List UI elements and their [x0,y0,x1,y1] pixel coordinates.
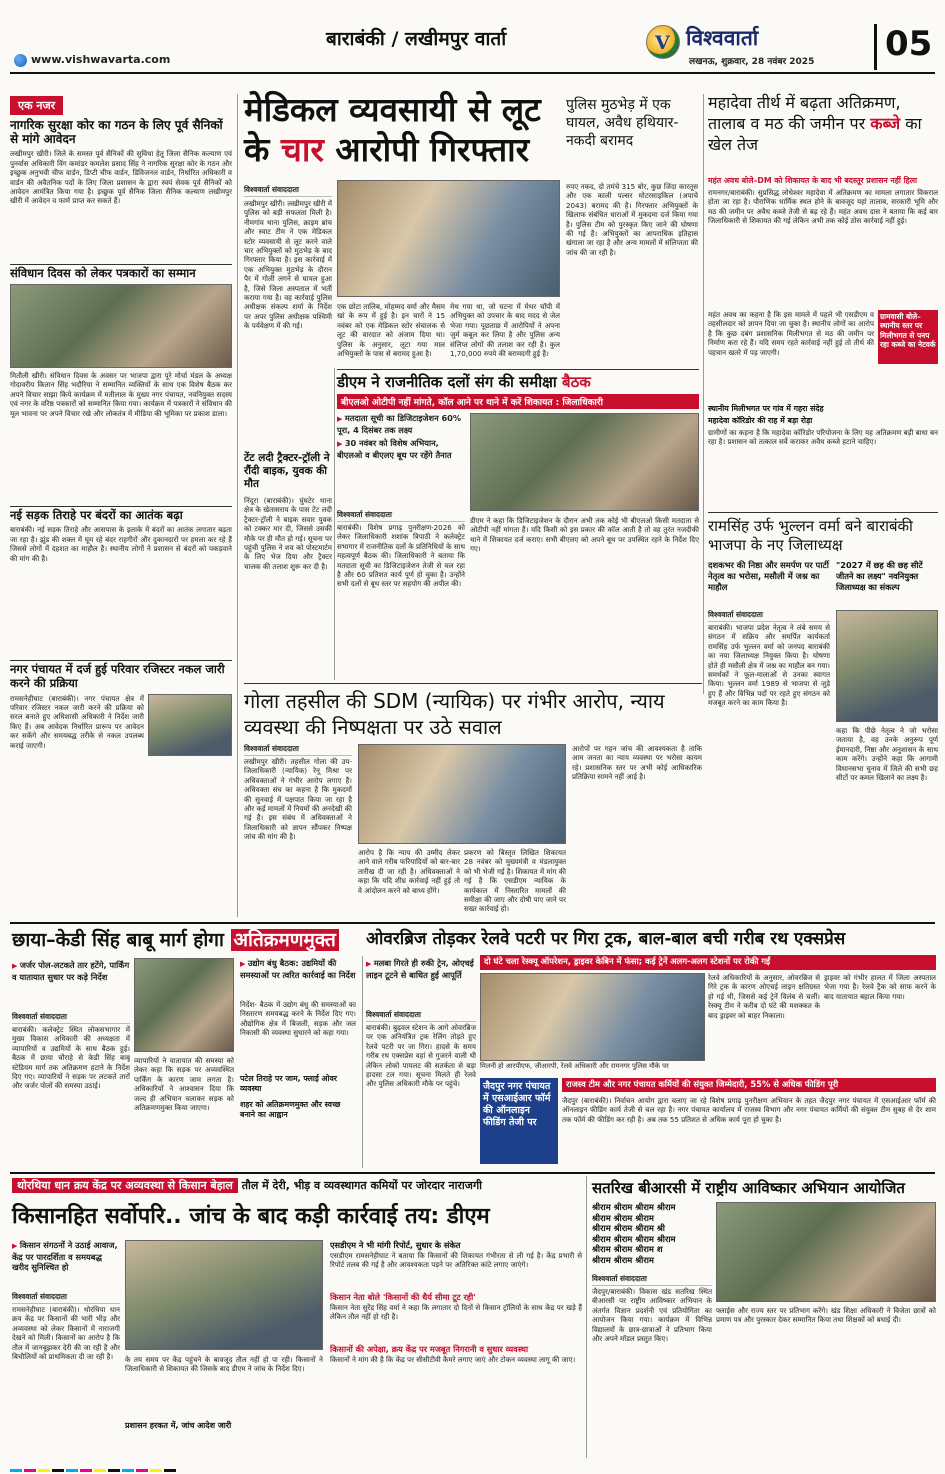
col-divider-2 [703,94,704,694]
mahadeva-subhead: महंत अवध बोले–DM को शिकायत के बाद भी बदस्तूर प्रशासन नहीं हिला [708,176,918,185]
lead-body: लखीमपुर खीरी। लखीमपुर खीरी में पुलिस को बड़ी सफलता मिली है। नीमगांव थाना पुलिस, क्राइम ब्रांच और स्वाट टीम ने एक मेडिकल स्टोर व्यवसायी से लूट करने वाले चार अभियुक्तों को मुठभेड़ के बाद गिरफ्तार किया है। इस कार्रवाई में एक अभियुक्त मुठभेड़ के दौरान पैर में गोली लगने से घायल हुआ है, जिसे जिला अस्पताल में भर्ती कराया गया है। वह कार्रवाई पुलिस अधीक्षक संकल्प शर्मा के निर्देश पर अपर पुलिस अधीक्षक पश्चिमी के पर्यवेक्षण में की गई। [244,199,332,331]
gola-byline: विश्ववार्ता संवाददाता [244,744,352,756]
gola-headline: गोला तहसील की SDM (न्यायिक) पर गंभीर आरोप, न्याय व्यवस्था की निष्पक्षता पर उठे सवाल [244,689,665,739]
mahadeva-headline-pre: महादेवा तीर्थ में बढ़ता अतिक्रमण, तालाब व मठ की जमीन पर [708,93,901,133]
satrikh-body: जैदपुर/बाराबंकी। विकास खंड सतरिख स्थित बीआरसी पर राष्ट्रीय आविष्कार अभियान के अंतर्गत विज्ञान प्रदर्शनी एवं प्रतियोगिता का आयोजन किया गया। कार्यक्रम में विभिन्न विद्यालयों के छात्र-छात्राओं ने प्रतिभाग किया और अपने मॉडल प्रस्तुत किए। [592,1287,712,1344]
paddy-body-2: के तय समय पर केंद्र पहुंचने के बावजूद तौल नहीं हो पा रही। किसानों ने जिलाधिकारी से शिकायत की जिसके बाद डीएम ने जांच के निर्देश दिए। [125,1355,323,1374]
col-divider-1 [237,94,238,917]
civil-defence-headline: नागरिक सुरक्षा कोर का गठन के लिए पूर्व सैनिकों से मांगे आवेदन [10,118,223,147]
paddy-bullets [12,1240,120,1276]
chhaya-body-2: व्यापारियों ने यातायात की समस्या को लेकर कहा कि सड़क पर अव्यवस्थित पार्किंग के कारण जाम लगता है। अधिकारियों ने आश्वासन दिया कि जल्द ही अभियान चलाकर सड़क को अतिक्रमणमुक्त किया जाएगा। [134,1056,234,1113]
lead-headline-post: आरोपी गिरफ्तार [335,130,530,169]
bjp-rule [708,512,938,513]
globe-icon [14,54,27,67]
tractor-accident-headline: टेंट लदी ट्रैक्टर-ट्रॉली ने रौंदी बाइक, युवक की मौत [244,452,330,490]
chhaya-headline-accent: अतिक्रमणमुक्त [231,929,339,951]
overbridge-redbar: दो घंटे चला रेस्क्यू ऑपरेशन, ड्राइवर केबिन में फंसा; कई ट्रेनें अलग-अलग स्टेशनों पर रोकी गईं [480,955,936,970]
paddy-redbar: थोरथिया धान क्रय केंद्र पर अव्यवस्था से किसान बेहाल [12,1178,238,1193]
chhaya-sub-1: पटेल तिराहे पर जाम, फ्लाई ओवर व्यवस्था [240,1074,337,1093]
lead-headline-accent: चार [280,130,324,169]
paddy-tail: तौल में देरी, भीड़ व व्यवस्थागत कमियों पर जोरदार नाराजगी [241,1179,482,1192]
col-divider-4 [586,1176,587,1458]
paddy-box2-body: किसान नेता सुरेंद्र सिंह वर्मा ने कहा कि लगातार दो दिनों से किसान ट्रॉलियों के साथ केंद्र पर खड़े हैं लेकिन तौल नहीं हो रही है। [330,1303,582,1322]
family-register-photo [148,694,232,756]
mahadeva-headline [708,92,938,155]
chhaya-bullets-2 [240,958,356,983]
bjp-subhead: दशकभर की निष्ठा और समर्पण पर पार्टी नेतृत्व का भरोसा, मसौली में जश्न का माहौल [708,560,829,592]
overbridge-train-photo [480,973,705,1061]
tractor-accident-body: निंदूरा (बाराबंकी)। घुंघटेर थाना क्षेत्र के खेतासराय के पास टेंट लदी ट्रैक्टर-ट्रॉली ने बाइक सवार युवक को टक्कर मार दी, जिससे उसकी मौके पर ही मौत हो गई। सूचना पर पहुंची पुलिस ने शव को पोस्टमार्टम के लिए भेज दिया और ट्रैक्टर चालक की तलाश शुरू कर दी है। [244,496,332,571]
bjp-body-2: कहा कि पीछे नेतृत्व ने जो भरोसा जताया है, वह उनके अनुरूप पूर्ण ईमानदारी, निष्ठा और अनुशासन के साथ काम करेंगे। उन्होंने कहा कि आगामी विधानसभा चुनाव में जिले की सभी छह सीटों पर कमल खिलाने का लक्ष्य है। [836,726,938,783]
chhaya-byline: विश्ववार्ता संवाददाता [12,1012,130,1024]
dm-meeting-bullet: ▶ मतदाता सूची का डिजिटाइजेशन 60% पूरा, 4 दिसंबर तक लक्ष्य [337,413,465,435]
satrikh-body-2: फ्लाईस और राज्य स्तर पर प्रतिभाग करेंगे। खंड शिक्षा अधिकारी ने विजेता छात्रों को प्रमाण पत्र और पुरस्कार देकर सम्मानित किया तथा शिक्षकों को बधाई दी। [716,1306,936,1325]
shriram-line: श्रीराम श्रीराम श्रीराम [592,1212,654,1223]
dm-meeting-headline [337,374,702,392]
chhaya-bullet: ▶ उद्योग बंधु बैठक: उद्यमियों की समस्याओं पर त्वरित कार्रवाई का निर्देश [240,958,356,980]
page-number-box [874,24,932,70]
constitution-day-body: मितौली खीरी। संविधान दिवस के अवसर पर भाजपा द्वारा पूरे मोर्चा मंडल के अध्यक्ष गोदावरीय कितान सिंह भदौरिया ने सम्मानित व्यक्तियों के साथ एक विशेष बैठक कर अपने विचार साझा किये कार्यक्रम में मतीलाल के मुख्य नगर पंचायत, नवनियुक्त सदस्य एवं नगर के वरिष्ठ पत्रकारों को सम्मानित किया गया। कार्यक्रम में पत्रकारों ने संविधान की मूल भावना पर अपने विचार रखे और लोकतंत्र में मीडिया की भूमिका पर प्रकाश डाला। [10,370,232,418]
bottom-band-rule [10,1172,935,1174]
lead-arrest-photo [337,180,560,297]
mahadeva-sub-2: स्थानीय मिलीभगत पर गांव में गहरा संदेह [708,404,824,413]
ek-nazar-tag: एक नजर [10,96,63,115]
mahadeva-body: रामनगर/बाराबंकी। सुप्रसिद्ध लोधेश्वर महादेवा में अतिक्रमण का मामला लगातार विकराल होता जा रहा है। पौराणिक धार्मिक स्थल होने के बावजूद यहां तालाब, सरकारी भूमि और मठ की जमीन पर अवैध कब्जे तेजी से बढ़ रहे हैं। महंत अवध दास ने बताया कि कई बार जिलाधिकारी से शिकायत की गई लेकिन अभी तक कोई ठोस कार्रवाई नहीं हुई। [708,188,938,226]
jaidpur-redbar: राजस्व टीम और नगर पंचायत कर्मियों की संयुक्त जिम्मेदारी, 55% से अधिक फीडिंग पूरी [562,1078,936,1092]
shriram-line: श्रीराम श्रीराम श्रीराम [592,1254,654,1265]
masthead [0,0,945,76]
bjp-headline: रामसिंह उर्फ भुल्लन वर्मा बने बाराबंकी भाजपा के नए जिलाध्यक्ष [708,517,913,554]
shriram-line: श्रीराम श्रीराम श्रीराम श्रीराम [592,1202,676,1212]
overbridge-bullets [366,958,476,983]
dm-meeting-body: बाराबंकी। विशेष प्रगाढ़ पुनरीक्षण-2026 को लेकर जिलाधिकारी शशांक त्रिपाठी ने कलेक्ट्रेट सभागार में राजनीतिक दलों के प्रतिनिधियों के साथ महत्वपूर्ण बैठक की। जिलाधिकारी ने बताया कि मतदाता सूची का डिजिटाइजेशन तेजी से चल रहा है और 60 प्रतिशत कार्य पूर्ण हो चुका है। उन्होंने सभी दलों से बूथ स्तर पर सहयोग की अपील की। [337,523,465,589]
middle-band-rule [10,922,935,924]
dateline: लखनऊ, शुक्रवार, 28 नवंबर 2025 [689,57,815,67]
shriram-line: श्रीराम श्रीराम श्रीराम श्रीराम [592,1233,676,1244]
overbridge-headline: ओवरब्रिज तोड़कर रेलवे पटरी पर गिरा ट्रक, बाल-बाल बची गरीब रथ एक्सप्रेस [366,929,846,949]
satrikh-byline: विश्ववार्ता संवाददाता [592,1274,712,1286]
paddy-side-boxes [330,1240,582,1455]
website-link[interactable]: www.vishwavarta.com [31,53,171,66]
satrikh-headline: सतरिख बीआरसी में राष्ट्रीय आविष्कार अभियान आयोजित [592,1179,905,1197]
dm-meeting-bullet: ▶ 30 नवंबर को विशेष अभियान, बीएलओ व बीएलए बूथ पर रहेंगे तैनात [337,438,465,460]
chhaya-body-3: निर्देश- बैठक में उद्योग बंधु की समस्याओं का निस्तारण समयबद्ध करने के निर्देश दिए गए। औद्योगिक क्षेत्र में बिजली, सड़क और जल निकासी की व्यवस्था सुधारने को कहा गया। [240,1000,356,1038]
paddy-box-title: एसडीएम ने भी मांगी रिपोर्ट, सुधार के संकेत [330,1240,461,1250]
lead-body-3: मेथ गया था, जो घटना में मेथर चॉपी में अभियुक्त को उपचार के बाद मदद से जेल भेजा गया। पूछताछ में आरोपियों ने अपना जुर्म कबूल कर लिया है और पुलिस अन्य संलिप्त लोगों की तलाश कर रही है। कुल 1,70,000 रुपये की बरामदगी हुई है। [450,302,560,359]
gola-body-2: आरोप है कि न्याय की उम्मीद लेकर आने वाले गरीब फरियादियों को बार-बार तारीख दी जा रही है। अधिवक्ताओं ने कहा कि यदि शीघ्र कार्रवाई नहीं हुई तो वे आंदोलन करने को बाध्य होंगे। [358,848,460,895]
bjp-quote: "2027 में छह की छह सीटें जीतने का लक्ष्य" नवनियुक्त जिलाध्यक्ष का संकल्प [836,560,923,592]
shriram-line: श्रीराम श्रीराम श्रीराम श्री [592,1223,665,1234]
police-encounter-headline: पुलिस मुठभेड़ में एक घायल, अवैध हथियार-नकदी बरामद [566,97,679,149]
overbridge-body-2: रेलवे अधिकारियों के अनुसार, ओवरब्रिज से गिरे ट्रक के कारण ओएचई लाइन क्षतिग्रस्त हो गई थी, जिससे कई ट्रेनें विलंब से चलीं। रेस्क्यू टीम ने करीब दो घंटे की मशक्कत के बाद ड्राइवर को बाहर निकाला। [708,973,820,1020]
paddy-bullet: ▶ किसान संगठनों ने उठाई आवाज, केंद्र पर पारदर्शिता व समयबद्ध खरीद सुनिश्चित हो [12,1240,120,1273]
gola-body-3: प्रकरण को बिस्तृत लिखित शिकायत 28 नवंबर को मुख्यमंत्री व मंडलायुक्त को भी भेजी गई है। शिकायत में मांग की गई है कि एसडीएम न्यायिक के कार्यकाल में निस्तारित मामलों की समीक्षा की जाए और दोषी पाए जाने पर सख्त कार्रवाई हो। [464,848,566,914]
lead-body-2: एक छोटा तालिब, मोहम्मद वर्मा और मैसम खां के रूप में हुई है। इन चारों ने 15 नवंबर को एक मेडिकल स्टोर संचालक से लूट की वारदात को अंजाम दिया था। पुलिस के अनुसार, लूटा गया माल अभियुक्तों के पास से बरामद हुआ है। [337,302,445,359]
dm-meeting-redbar: बीएलओ ओटीपी नहीं मांगते, कॉल आने पर थाने में करें शिकायत : जिलाधिकारी [337,394,699,409]
monkey-menace-headline: नई सड़क तिराहे पर बंदरों का आतंक बढ़ा [10,506,232,523]
overbridge-byline: विश्ववार्ता संवाददाता [366,1010,476,1022]
overbridge-body-3: ड्राइवर को गंभीर हालत में जिला अस्पताल भेजा गया है। रेलवे ट्रैक को साफ करने के बाद यातायात बहाल किया गया। [824,973,936,1001]
lead-headline-pre: मेडिकल व्यवसायी से लूट के [244,90,541,169]
left-column [10,94,232,917]
bjp-byline: विश्ववार्ता संवाददाता [708,610,830,622]
bjp-body: बाराबंकी। भाजपा प्रदेश नेतृत्व ने लंबे समय से संगठन में सक्रिय और समर्पित कार्यकर्ता रामसिंह उर्फ भुल्लन वर्मा को जनपद बाराबंकी का नया जिलाध्यक्ष नियुक्त किया है। घोषणा होते ही मसौली क्षेत्र में जश्न का माहौल बन गया। समर्थकों ने फूल-मालाओं से उनका स्वागत किया। भुल्लन वर्मा 1989 से भाजपा से जुड़े हुए हैं और विभिन्न पदों पर रहते हुए संगठन को मजबूत करने का काम किया है। [708,623,830,708]
section-title: बाराबंकी / लखीमपुर वार्ता [326,28,507,50]
gola-body-4: आरोपों पर गहन जांच की आवश्यकता है ताकि आम जनता का न्याय व्यवस्था पर भरोसा कायम रहे। प्रशासनिक स्तर पर अभी कोई आधिकारिक प्रतिक्रिया सामने नहीं आई है। [572,744,702,782]
chhaya-bullets [12,960,130,985]
paddy-box2-title: किसान नेता बोले 'किसानों की धैर्य सीमा टूट रही' [330,1292,476,1302]
paddy-centre-photo [125,1240,323,1350]
mahadeva-headline-post: का खेल तेज [708,114,922,154]
mahadeva-body-2: महंत अवध का कहना है कि इस मामले में पहले भी एसडीएम व तहसीलदार को ज्ञापन दिया जा चुका है। स्थानीय लोगों का आरोप है कि कुछ दबंग प्रशासनिक मिलीभगत से मठ की जमीन पर निर्माण करा रहे हैं। यदि समय रहते कार्रवाई नहीं हुई तो तीर्थ की पहचान खतरे में पड़ जाएगी। [708,310,874,357]
dm-meeting-photo [470,413,699,511]
civil-defence-body: लखीमपुर खीरी। जिले के समस्त पूर्व सैनिकों की सुविधा हेतु जिला सैनिक कल्याण एवं पुनर्वास अधिकारी विंग कमांडर कमलेश प्रसाद सिंह ने नागरिक सुरक्षा कोर के गठन और इच्छुक अनुभवी चीफ वार्डन, डिप्टी चीफ वार्डन, डिविजनल वार्डन, निर्धारित अधिकारी व वार्डन की अवैतनिक पदों के लिए जिला प्रशासन के द्वारा स्वयं सेवक पूर्व सैनिकों को आवेदन आमंत्रित किया गया है। इच्छुक पूर्व सैनिक जिला सैनिक कल्याण लखीमपुर खीरी में आवेदन व फार्म प्राप्त कर सकते हैं। [10,149,232,206]
satrikh-students-photo [716,1202,936,1302]
brand-logo: V [646,25,680,59]
dm-meeting-bullets [337,413,465,463]
chhaya-body: बाराबंकी। कलेक्ट्रेट स्थित लोकसभागार में मुख्य विकास अधिकारी की अध्यक्षता में व्यापारियों व उद्यमियों के साथ बैठक हुई। बैठक में छाया चौराहे से केडी सिंह बाबू स्टेडियम मार्ग तक अतिक्रमण हटाने के निर्देश दिए गए। व्यापारियों ने सड़क पर लटकते तारों और जर्जर पोलों की समस्या उठाई। [12,1025,130,1091]
lead-headline [244,90,559,170]
paddy-box3-title: किसानों की अपेक्षा, क्रय केंद्र पर मजबूत निगरानी व सुधार व्यवस्था [330,1344,529,1354]
lead-byline: विश्ववार्ता संवाददाता [244,185,332,197]
chhaya-sub-2: शहर को अतिक्रमणमुक्त और स्वच्छ बनाने का आह्वान [240,1100,341,1119]
mahadeva-body-3: ग्रामीणों का कहना है कि महादेवा कॉरिडोर परियोजना के लिए यह अतिक्रमण बड़ी बाधा बन रहा है। प्रशासन को तत्काल सर्वे कराकर अवैध कब्जे हटाने चाहिए। [708,428,938,447]
masthead-rule [10,72,935,74]
police-encounter-body: रुपए नकद, दो तमंचे 315 बोर, कुछ जिंदा कारतूस और एक काली पल्सर मोटरसाइकिल (अपाचे 2043) बरामद की है। गिरफ्तार अभियुक्तों के खिलाफ संबंधित धाराओं में मुकदमा दर्ज किया गया है। पुलिस टीम को पुरस्कृत किए जाने की घोषणा की गई है। अभियुक्तों का आपराधिक इतिहास खंगाला जा रहा है और अन्य मामलों में संलिप्तता की जांच की जा रही है। [566,182,698,257]
paddy-byline: विश्ववार्ता संवाददाता [12,1292,120,1304]
constitution-day-photo [10,284,232,368]
dm-meeting-headline-accent: बैठक [562,373,591,391]
chhaya-headline-pre: छाया–केडी सिंह बाबू मार्ग होगा [12,929,224,951]
jaidpur-body: जैदपुर (बाराबंकी)। निर्वाचन आयोग द्वारा चलाए जा रहे विशेष प्रगाढ़ पुनरीक्षण अभियान के तहत जैदपुर नगर पंचायत में एसआईआर फॉर्म की ऑनलाइन फीडिंग कार्य तेजी से चल रहा है। नगर पंचायत कार्यालय में राजस्व विभाग और नगर पंचायत कर्मियों की संयुक्त टीम सुबह से देर शाम तक फॉर्म की फीडिंग कर रही है। अब तक 55 प्रतिशत से अधिक कार्य पूरा हो चुका है। [562,1096,936,1124]
overbridge-caption: मिलनी हो आरपीएफ, जीआरपी, रेलवे अधिकारी और रामनगर पुलिस मौके पर [480,1062,669,1070]
brand-name: विश्ववार्ता [686,26,759,50]
dm-rule [337,369,699,370]
gola-body: लखीमपुर खीरी। तहसील गोला की उप-जिलाधिकारी (न्यायिक) रेनू मिश्रा पर अधिवक्ताओं ने गंभीर आरोप लगाए हैं। अधिवक्ता संघ का कहना है कि मुकदमों की सुनवाई में पक्षपात किया जा रहा है और कई मामलों में नियमों की अनदेखी की गई है। इस संबंध में अधिवक्ताओं ने जिलाधिकारी को ज्ञापन सौंपकर निष्पक्ष जांच की मांग की है। [244,757,352,842]
chhaya-meeting-photo [134,958,234,1052]
constitution-day-headline: संविधान दिवस को लेकर पत्रकारों का सम्मान [10,264,232,281]
print-register-marks [10,1462,935,1472]
col-divider-lead [334,368,335,680]
paddy-box3-body: किसानों ने मांग की है कि केंद्र पर सीसीटीवी कैमरे लगाए जाएं और टोकन व्यवस्था लागू की जाए। [330,1355,576,1364]
paddy-box-body: एसडीएम रामसनेहीघाट ने बताया कि किसानों की शिकायत गंभीरता से ली गई है। केंद्र प्रभारी से रिपोर्ट तलब की गई है और आवश्यकता पड़ने पर अतिरिक्त कांटे लगाए जाएंगे। [330,1251,582,1270]
dm-meeting-headline-pre: डीएम ने राजनीतिक दलों संग की समीक्षा [337,373,557,391]
jaidpur-box: जैदपुर नगर पंचायत में एसआईआर फॉर्म की ऑनलाइन फीडिंग तेजी पर [480,1078,558,1164]
overbridge-bullet: ▶ मलबा गिरते ही रुकी ट्रेन, ओएचई लाइन टूटने से बाधित हुई आपूर्ति [366,958,476,980]
mahadeva-headline-accent: कब्जे [870,114,901,133]
mahadeva-quote-box: ग्रामवासी बोले– स्थानीय स्तर पर मिलीभगत से पनप रहा कब्जे का नेटवर्क [878,310,938,364]
dm-meeting-byline: विश्ववार्ता संवाददाता [337,510,465,522]
family-register-body: रामसनेहीघाट (बाराबंकी)। नगर पंचायत क्षेत्र में परिवार रजिस्टर नकल जारी करने की प्रक्रिया को सरल बनाते हुए अधिशासी अधिकारी ने निर्देश जारी किए हैं। अब आवेदक निर्धारित प्रारूप पर आवेदन कर सकेंगे और समयबद्ध तरीके से नकल उपलब्ध कराई जाएगी। [10,693,144,750]
family-register-headline: नगर पंचायत में दर्ज हुई परिवार रजिस्टर नकल जारी करने की प्रक्रिया [10,660,232,690]
page-number: 05 [885,24,933,64]
col-divider-3 [362,956,363,1168]
dm-meeting-body-2: डीएम ने कहा कि डिजिटाइजेशन के दौरान अभी तक कोई भी बीएलओ किसी मतदाता से ओटीपी नहीं मांगता है। यदि किसी को इस प्रकार की कॉल आती है तो वह तुरंत नजदीकी थाने में शिकायत दर्ज कराए। सभी बीएलए को अपने बूथ पर उपस्थित रहने के निर्देश दिए गए। [470,516,699,554]
bjp-president-photo [836,610,938,722]
lead-col-1 [244,185,332,448]
gola-tehsil-photo [358,744,566,844]
paddy-banner [12,1178,582,1196]
paddy-body: रामसनेहीघाट (बाराबंकी)। थोरथिया धान क्रय केंद्र पर किसानों की भारी भीड़ और अव्यवस्था को लेकर किसानों में नाराजगी देखने को मिली। किसानों का आरोप है कि तौल में जानबूझकर देरी की जा रही है और बिचौलियों को प्राथमिकता दी जा रही है। [12,1305,120,1362]
gola-rule [244,683,702,684]
mahadeva-sub-3: महादेवा कॉरिडोर की राह में बड़ा रोड़ा [708,416,813,425]
paddy-sub: प्रशासन हरकत में, जांच आदेश जारी [125,1421,232,1430]
paddy-headline: किसानहित सर्वोपरि.. जांच के बाद कड़ी कार्रवाई तय: डीएम [12,1204,490,1229]
chhaya-bullet: ▶ जर्जर पोल-लटकते तार हटेंगे, पार्किंग व यातायात सुधार पर कड़े निर्देश [12,960,130,982]
shriram-line: श्रीराम श्रीराम श्रीराम श [592,1244,663,1255]
shriram-ad [592,1202,712,1268]
monkey-menace-body: बाराबंकी। नई सड़क तिराहे और आसपास के इलाके में बंदरों का आतंक लगातार बढ़ता जा रहा है। झुंड की शक्ल में घूम रहे बंदर राहगीरों और दुकानदारों पर हमला कर रहे हैं जिससे लोगों में दहशत का माहौल है। स्थानीय लोगों ने प्रशासन से बंदरों को पकड़वाने की मांग की है। [10,525,232,563]
overbridge-body: बाराबंकी। बुढ़वल स्टेशन के आगे ओवरब्रिज पर एक अनियंत्रित ट्रक रेलिंग तोड़ते हुए रेलवे पटरी पर जा गिरा। हादसे के समय गरीब रथ एक्सप्रेस वहां से गुजरने वाली थी लेकिन लोको पायलट की सतर्कता से बड़ा हादसा टल गया। सूचना मिलते ही रेलवे और पुलिस अधिकारी मौके पर पहुंचे। [366,1023,476,1089]
